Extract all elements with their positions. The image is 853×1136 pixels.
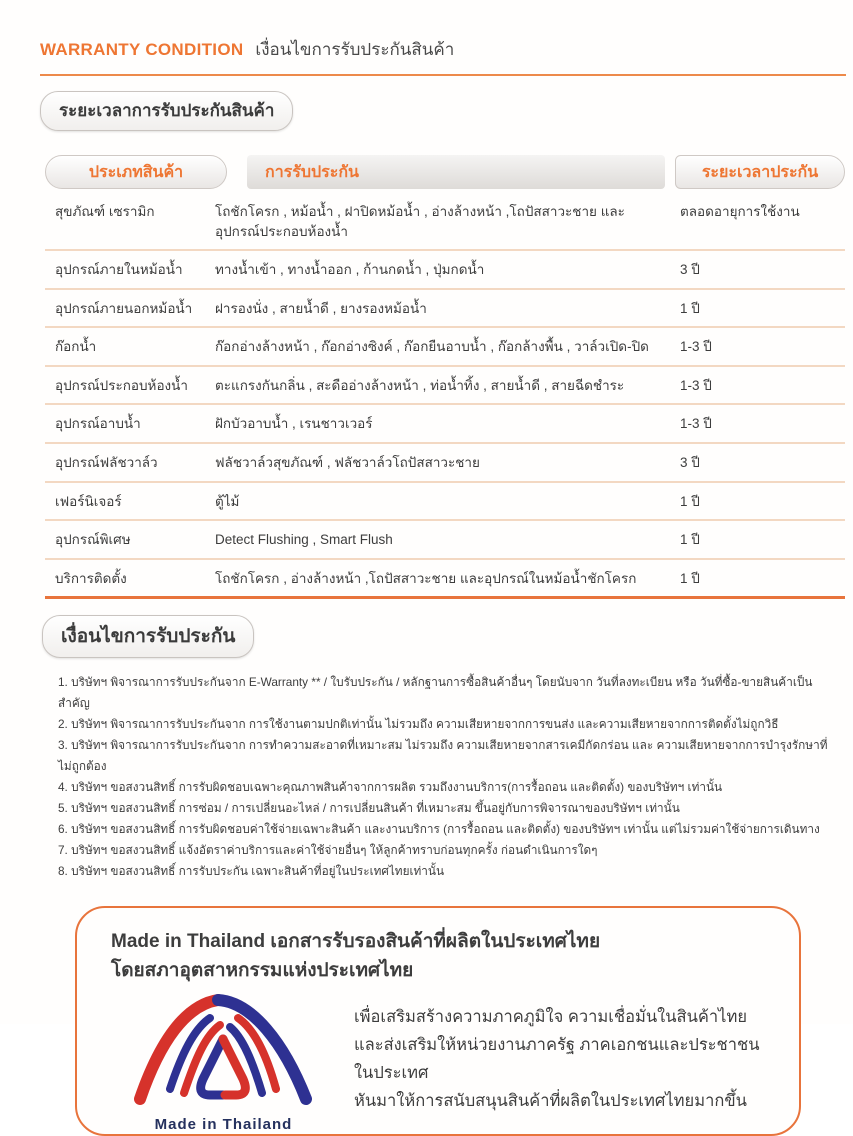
cell-coverage: Detect Flushing , Smart Flush (215, 532, 393, 548)
cell-category: อุปกรณ์ภายในหม้อน้ำ (55, 262, 183, 278)
cell-coverage: ฝักบัวอาบน้ำ , เรนชาวเวอร์ (215, 416, 373, 432)
mit-title-line2: โดยสภาอุตสาหกรรมแห่งประเทศไทย (111, 959, 414, 981)
condition-item: 1. บริษัทฯ พิจารณาการรับประกันจาก E-Warranty ** / ใบรับประกัน / หลักฐานการซื้อสินค้าอื่นๆ โดยนับจาก วันที่ลงทะเบียน หรือ วันที่ซื้อ-ขายสินค้าเป็นสำคัญ (58, 675, 813, 711)
condition-item: 2. บริษัทฯ พิจารณาการรับประกันจาก การใช้งานตามปกติเท่านั้น ไม่รวมถึง ความเสียหายจากการขนส่ง และความเสียหายจากการติดตั้งไม่ถูกวิธี (58, 717, 779, 732)
made-in-thailand-box (75, 906, 801, 1136)
document-header (0, 0, 853, 76)
mit-box-title (111, 928, 773, 985)
table-row (45, 193, 845, 251)
mit-logo-block (111, 987, 336, 1133)
cell-coverage: ฟลัชวาล์วสุขภัณฑ์ , ฟลัชวาล์วโถปัสสาวะชาย (215, 454, 480, 470)
page-title-en: WARRANTY CONDITION (40, 40, 244, 59)
cell-coverage: ฝารองนั่ง , สายน้ำดี , ยางรองหม้อน้ำ (215, 300, 427, 316)
cell-coverage: ก๊อกอ่างล้างหน้า , ก๊อกอ่างซิงค์ , ก๊อกยืนอาบน้ำ , ก๊อกล้างพื้น , วาล์วเปิด-ปิด (215, 339, 649, 355)
header-divider (40, 74, 846, 76)
table-row (45, 521, 845, 560)
table-row (45, 251, 845, 290)
cell-period: 1 ปี (680, 493, 700, 509)
cell-category: อุปกรณ์ภายนอกหม้อน้ำ (55, 300, 193, 316)
table-row (45, 405, 845, 444)
condition-item: 5. บริษัทฯ ขอสงวนสิทธิ์ การซ่อม / การเปลี่ยนอะไหล่ / การเปลี่ยนสินค้า ที่เหมาะสม ขึ้นอยู่กับการพิจารณาของบริษัทฯ เท่านั้น (58, 801, 680, 816)
condition-item: 3. บริษัทฯ พิจารณาการรับประกันจาก การทำความสะอาดที่เหมาะสม ไม่รวมถึง ความเสียหายจากสารเคมีกัดกร่อน และ ความเสียหายจากการบำรุงรักษาที่ไม่ถูกต้อง (58, 738, 828, 774)
page-title (40, 36, 845, 63)
condition-item: 7. บริษัทฯ ขอสงวนสิทธิ์ แจ้งอัตราค่าบริการและค่าใช้จ่ายอื่นๆ ให้ลูกค้าทราบก่อนทุกครั้ง ก่อนดำเนินการใดๆ (58, 843, 598, 858)
cell-coverage: โถชักโครก , หม้อน้ำ , ฝาปิดหม้อน้ำ , อ่างล้างหน้า ,โถปัสสาวะชาย และ อุปกรณ์ประกอบห้องน้ำ (215, 204, 625, 239)
section-heading-warranty-period: ระยะเวลาการรับประกันสินค้า (40, 91, 293, 131)
mit-description (336, 987, 773, 1133)
cell-coverage: ตู้ไม้ (215, 493, 240, 509)
cell-coverage: ตะแกรงกันกลิ่น , สะดืออ่างล้างหน้า , ท่อน้ำทิ้ง , สายน้ำดี , สายฉีดชำระ (215, 377, 625, 393)
cell-period: 1 ปี (680, 532, 700, 548)
table-row (45, 367, 845, 406)
column-header-category: ประเภทสินค้า (45, 155, 227, 189)
mit-description-line3: หันมาให้การสนับสนุนสินค้าที่ผลิตในประเทศไทยมากขึ้น (354, 1092, 747, 1111)
cell-category: อุปกรณ์ฟลัชวาล์ว (55, 454, 158, 470)
table-row (45, 328, 845, 367)
table-row (45, 560, 845, 597)
page-title-th: เงื่อนไขการรับประกันสินค้า (255, 40, 455, 59)
table-row (45, 483, 845, 522)
condition-item: 8. บริษัทฯ ขอสงวนสิทธิ์ การรับประกัน เฉพาะสินค้าที่อยู่ในประเทศไทยเท่านั้น (58, 864, 445, 879)
mit-description-line1: เพื่อเสริมสร้างความภาคภูมิใจ ความเชื่อมั่นในสินค้าไทย (354, 1008, 747, 1027)
table-bottom-divider (45, 596, 845, 599)
condition-item: 4. บริษัทฯ ขอสงวนสิทธิ์ การรับผิดชอบเฉพาะคุณภาพสินค้าจากการผลิต รวมถึงงานบริการ(การรื้อถอน และติดตั้ง) ของบริษัทฯ เท่านั้น (58, 780, 723, 795)
cell-period: 1 ปี (680, 570, 700, 586)
warranty-table (45, 193, 845, 596)
mit-logo-caption: Made in Thailand (154, 1116, 293, 1134)
condition-item: 6. บริษัทฯ ขอสงวนสิทธิ์ การรับผิดชอบค่าใช้จ่ายเฉพาะสินค้า และงานบริการ (การรื้อถอน และติดตั้ง) ของบริษัทฯ เท่านั้น แต่ไม่รวมค่าใช้จ่ายการเดินทาง (58, 822, 820, 837)
mit-description-line2: และส่งเสริมให้หน่วยงานภาครัฐ ภาคเอกชนและประชาชนในประเทศ (354, 1036, 760, 1083)
column-header-coverage: การรับประกัน (247, 155, 665, 189)
cell-category: สุขภัณฑ์ เซรามิก (55, 204, 155, 219)
table-row (45, 290, 845, 329)
cell-period: 1-3 ปี (680, 416, 712, 432)
column-header-period: ระยะเวลาประกัน (675, 155, 845, 189)
cell-period: 1-3 ปี (680, 377, 712, 393)
mit-title-line1: Made in Thailand เอกสารรับรองสินค้าที่ผลิตในประเทศไทย (111, 931, 601, 953)
conditions-list (58, 672, 833, 882)
made-in-thailand-logo-icon (126, 987, 322, 1109)
warranty-table-header (45, 155, 853, 189)
section-heading-conditions: เงื่อนไขการรับประกัน (42, 615, 254, 658)
cell-coverage: ทางน้ำเข้า , ทางน้ำออก , ก้านกดน้ำ , ปุ่มกดน้ำ (215, 262, 485, 278)
cell-category: อุปกรณ์พิเศษ (55, 532, 131, 548)
cell-period: ตลอดอายุการใช้งาน (680, 204, 800, 219)
table-row (45, 444, 845, 483)
cell-period: 3 ปี (680, 454, 700, 470)
cell-category: อุปกรณ์ประกอบห้องน้ำ (55, 377, 188, 393)
cell-category: บริการติดตั้ง (55, 570, 127, 586)
cell-period: 3 ปี (680, 262, 700, 278)
cell-period: 1-3 ปี (680, 339, 712, 355)
cell-category: อุปกรณ์อาบน้ำ (55, 416, 141, 432)
cell-period: 1 ปี (680, 300, 700, 316)
cell-coverage: โถชักโครก , อ่างล้างหน้า ,โถปัสสาวะชาย และอุปกรณ์ในหม้อน้ำชักโครก (215, 570, 637, 586)
cell-category: เฟอร์นิเจอร์ (55, 493, 122, 509)
mit-box-body (111, 987, 773, 1133)
cell-category: ก๊อกน้ำ (55, 339, 97, 355)
